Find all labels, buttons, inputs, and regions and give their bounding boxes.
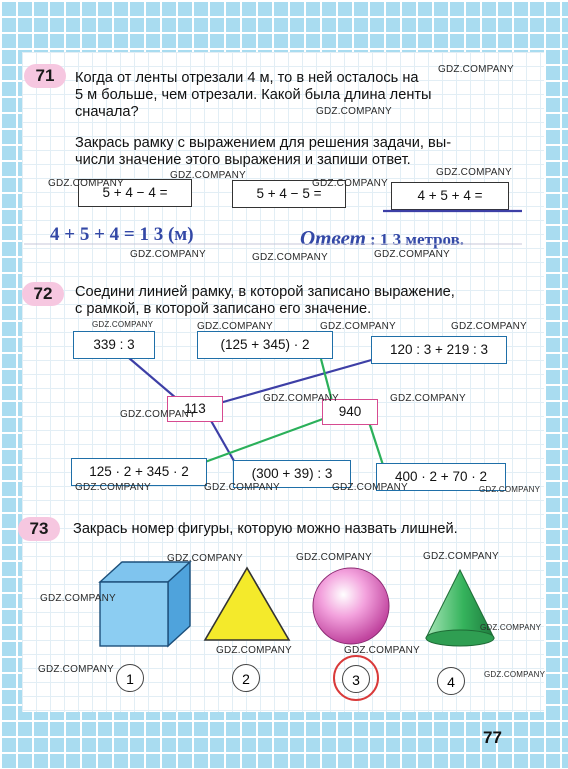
cone-shape — [426, 570, 494, 646]
expr-125x2-plus-345x2[interactable]: 125 · 2 + 345 · 2 — [71, 458, 207, 486]
value-113[interactable]: 113 — [167, 396, 223, 422]
watermark: GDZ.COMPANY — [40, 593, 116, 604]
watermark: GDZ.COMPANY — [167, 553, 243, 564]
watermark: GDZ.COMPANY — [263, 393, 339, 404]
expr-339-div-3[interactable]: 339 : 3 — [73, 331, 155, 359]
task-73-instruction: Закрась номер фигуры, которую можно назвать лишней. — [73, 521, 458, 537]
task-71-instr-2: числи значение этого выражения и запиши ответ. — [75, 152, 411, 168]
watermark: GDZ.COMPANY — [204, 482, 280, 493]
watermark: GDZ.COMPANY — [312, 178, 388, 189]
watermark: GDZ.COMPANY — [480, 623, 542, 632]
watermark: GDZ.COMPANY — [296, 552, 372, 563]
figure-number-4[interactable]: 4 — [437, 667, 465, 695]
watermark: GDZ.COMPANY — [344, 645, 420, 656]
watermark: GDZ.COMPANY — [120, 409, 196, 420]
watermark: GDZ.COMPANY — [92, 320, 154, 329]
task-71-number: 71 — [24, 64, 66, 88]
handwritten-solution: 4 + 5 + 4 = 1 3 (м) — [50, 224, 194, 245]
figure-number-1[interactable]: 1 — [116, 664, 144, 692]
expression-frame-1[interactable]: 5 + 4 − 4 = — [78, 179, 192, 207]
watermark: GDZ.COMPANY — [130, 249, 206, 260]
watermark: GDZ.COMPANY — [170, 170, 246, 181]
expr-125-plus-345-times-2[interactable]: (125 + 345) · 2 — [197, 331, 333, 359]
watermark: GDZ.COMPANY — [38, 664, 114, 675]
task-73-number: 73 — [18, 517, 60, 541]
watermark: GDZ.COMPANY — [320, 321, 396, 332]
expression-frame-2[interactable]: 5 + 4 − 5 = — [232, 180, 346, 208]
figure-number-2[interactable]: 2 — [232, 664, 260, 692]
task-71-line-3: сначала? — [75, 104, 139, 120]
watermark: GDZ.COMPANY — [479, 485, 541, 494]
figure-number-3[interactable]: 3 — [342, 665, 370, 693]
watermark: GDZ.COMPANY — [438, 64, 514, 75]
watermark: GDZ.COMPANY — [374, 249, 450, 260]
cube-shape — [100, 562, 190, 646]
watermark: GDZ.COMPANY — [48, 178, 124, 189]
task-71-line-1: Когда от ленты отрезали 4 м, то в ней осталось на — [75, 70, 419, 86]
watermark: GDZ.COMPANY — [316, 106, 392, 117]
page-number: 77 — [483, 728, 502, 747]
sphere-shape — [313, 568, 389, 644]
task-72-instr-2: с рамкой, в которой записано его значение. — [75, 301, 372, 317]
watermark: GDZ.COMPANY — [252, 252, 328, 263]
expr-300-plus-39-div-3[interactable]: (300 + 39) : 3 — [233, 460, 351, 488]
watermark: GDZ.COMPANY — [332, 482, 408, 493]
task-72-instr-1: Соедини линией рамку, в которой записано выражение, — [75, 284, 455, 300]
expression-frame-3[interactable]: 4 + 5 + 4 = — [391, 182, 509, 210]
task-71-instr-1: Закрась рамку с выражением для решения задачи, вы- — [75, 135, 452, 151]
watermark: GDZ.COMPANY — [436, 167, 512, 178]
value-940[interactable]: 940 — [322, 399, 378, 425]
expr-120-div-3-plus-219-div-3[interactable]: 120 : 3 + 219 : 3 — [371, 336, 507, 364]
watermark: GDZ.COMPANY — [484, 670, 546, 679]
watermark: GDZ.COMPANY — [390, 393, 466, 404]
answer-label: Ответ — [300, 226, 367, 250]
expr-400x2-plus-70x2[interactable]: 400 · 2 + 70 · 2 — [376, 463, 506, 491]
answer-value: : 1 3 метров. — [370, 230, 465, 249]
task-72-number: 72 — [22, 282, 64, 306]
watermark: GDZ.COMPANY — [423, 551, 499, 562]
triangle-shape — [205, 568, 289, 640]
watermark: GDZ.COMPANY — [197, 321, 273, 332]
watermark: GDZ.COMPANY — [75, 482, 151, 493]
watermark: GDZ.COMPANY — [451, 321, 527, 332]
task-71-line-2: 5 м больше, чем отрезали. Какой была длина ленты — [75, 87, 432, 103]
watermark: GDZ.COMPANY — [216, 645, 292, 656]
